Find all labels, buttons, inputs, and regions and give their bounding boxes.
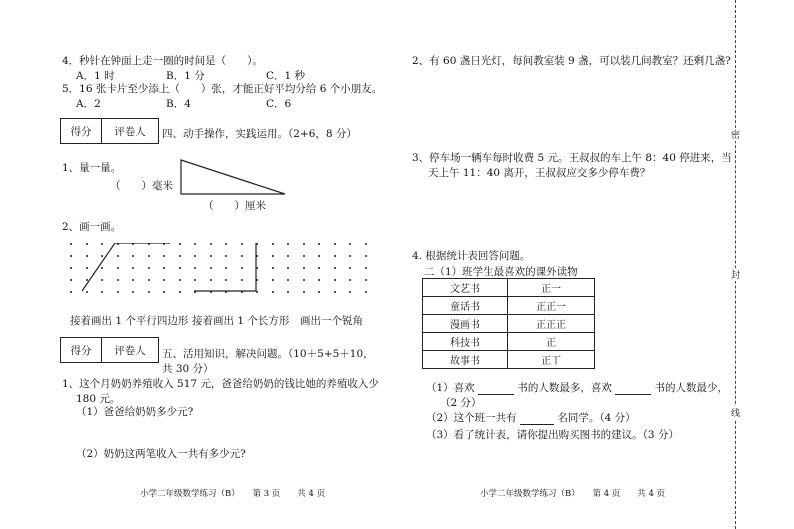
seal-char: 密 <box>731 128 740 141</box>
problem-1-sub1: （1）爸爸给奶奶多少元? <box>76 406 194 418</box>
grid-dot <box>365 255 367 257</box>
page-footer: 小学二年级数学练习（B） 第 4 页 共 4 页 <box>480 489 666 499</box>
question-4: 4．秒针在钟面上走一圈的时间是（ ）。 <box>62 55 263 67</box>
table-row <box>423 315 595 333</box>
question-2: 2、有 60 盏日光灯，每间教室装 9 盏，可以装几间教室？还剩几盏? <box>412 55 731 67</box>
reviewer-label: 评卷人 <box>114 125 146 138</box>
score-label: 得分 <box>61 338 102 362</box>
tally: 正丅 <box>508 351 595 369</box>
grid-dot <box>365 279 367 281</box>
table-title: 二（1）班学生最喜欢的课外读物 <box>424 266 578 278</box>
book-type: 文艺书 <box>423 279 508 297</box>
seal-char: 线 <box>731 406 740 419</box>
table-row <box>423 351 595 369</box>
book-type: 童话书 <box>423 297 508 315</box>
grid-dot <box>365 243 367 245</box>
sub-question-1: （1）喜欢 书的人数最多，喜欢 书的人数最少， <box>426 382 729 394</box>
grid-dot <box>365 291 367 293</box>
measure-triangle <box>180 158 290 198</box>
draw-caption-parallelogram: 接着画出 1 个平行四边形 <box>70 315 189 327</box>
measure-blank-mm: （ ）毫米 <box>110 180 173 192</box>
problem-1-sub2: （2）奶奶这两笔收入一共有多少元? <box>76 448 246 460</box>
sub-question-3: （3）看了统计表，请你提出购买图书的建议。（3 分） <box>426 429 679 441</box>
draw-label: 2、画一画。 <box>62 221 122 233</box>
option-b: B．4 <box>166 98 191 110</box>
table-row <box>423 297 595 315</box>
option-a: A．2 <box>76 98 101 110</box>
page-footer: 小学二年级数学练习（B） 第 3 页 共 4 页 <box>140 489 326 499</box>
problem-1: 1、这个月奶奶养殖收入 517 元，爸爸给奶奶的钱比她的养殖收入少 <box>62 378 379 390</box>
question-5: 5．16 张卡片至少添上（ ）张，才能正好平均分给 6 个小朋友。 <box>62 83 383 95</box>
question-3: 3、停车场一辆车每时收费 5 元。王叔叔的车上午 8：40 停进来，当 <box>412 152 732 164</box>
measure-blank-cm: （ ）厘米 <box>203 200 266 212</box>
question-3-cont: 天上午 11：40 离开，王叔叔应交多少停车费？ <box>428 167 651 179</box>
answer-blank[interactable] <box>478 382 514 395</box>
answer-blank[interactable] <box>615 382 651 395</box>
tally: 正正正 <box>508 315 595 333</box>
question-4: 4. 根据统计表回答问题。 <box>412 250 531 262</box>
book-type: 故事书 <box>423 351 508 369</box>
score-label: 得分 <box>61 119 102 143</box>
table-row <box>423 333 595 351</box>
draw-caption-angle: 画出一个锐角 <box>300 315 363 327</box>
measure-label: 1、量一量。 <box>62 162 122 174</box>
grid-dot <box>365 267 367 269</box>
option-b: B．1 分 <box>166 70 205 82</box>
sub-question-2: （2）这个班一共有 名同学。（4 分） <box>426 412 636 424</box>
book-type: 漫画书 <box>423 315 508 333</box>
reviewer-label: 评卷人 <box>114 344 146 357</box>
seal-line <box>735 0 736 529</box>
answer-blank[interactable] <box>520 412 554 425</box>
stats-table <box>422 278 595 369</box>
book-type: 科技书 <box>423 333 508 351</box>
tally: 正正一 <box>508 297 595 315</box>
option-c: C．6 <box>266 98 292 110</box>
score-box <box>60 118 159 144</box>
option-c: C．1 秒 <box>266 70 306 82</box>
draw-caption-rectangle: 接着画出 1 个长方形 <box>192 315 290 327</box>
tally: 正一 <box>508 279 595 297</box>
problem-1-cont: 180 元。 <box>76 393 121 405</box>
draw-lines <box>70 243 360 313</box>
score-box <box>60 337 159 363</box>
section-5-title: 五、活用知识，解决问题。（10＋5+5＋10， <box>162 348 374 360</box>
seal-char: 封 <box>731 268 740 281</box>
section-4-title: 四、动手操作，实践运用。（2+6，8 分） <box>162 128 357 140</box>
tally: 正 <box>508 333 595 351</box>
section-5-title-cont: 共 30 分） <box>162 363 214 375</box>
sub-question-1-score: （2 分） <box>440 397 482 409</box>
option-a: A．1 时 <box>76 70 115 82</box>
table-row <box>423 279 595 297</box>
